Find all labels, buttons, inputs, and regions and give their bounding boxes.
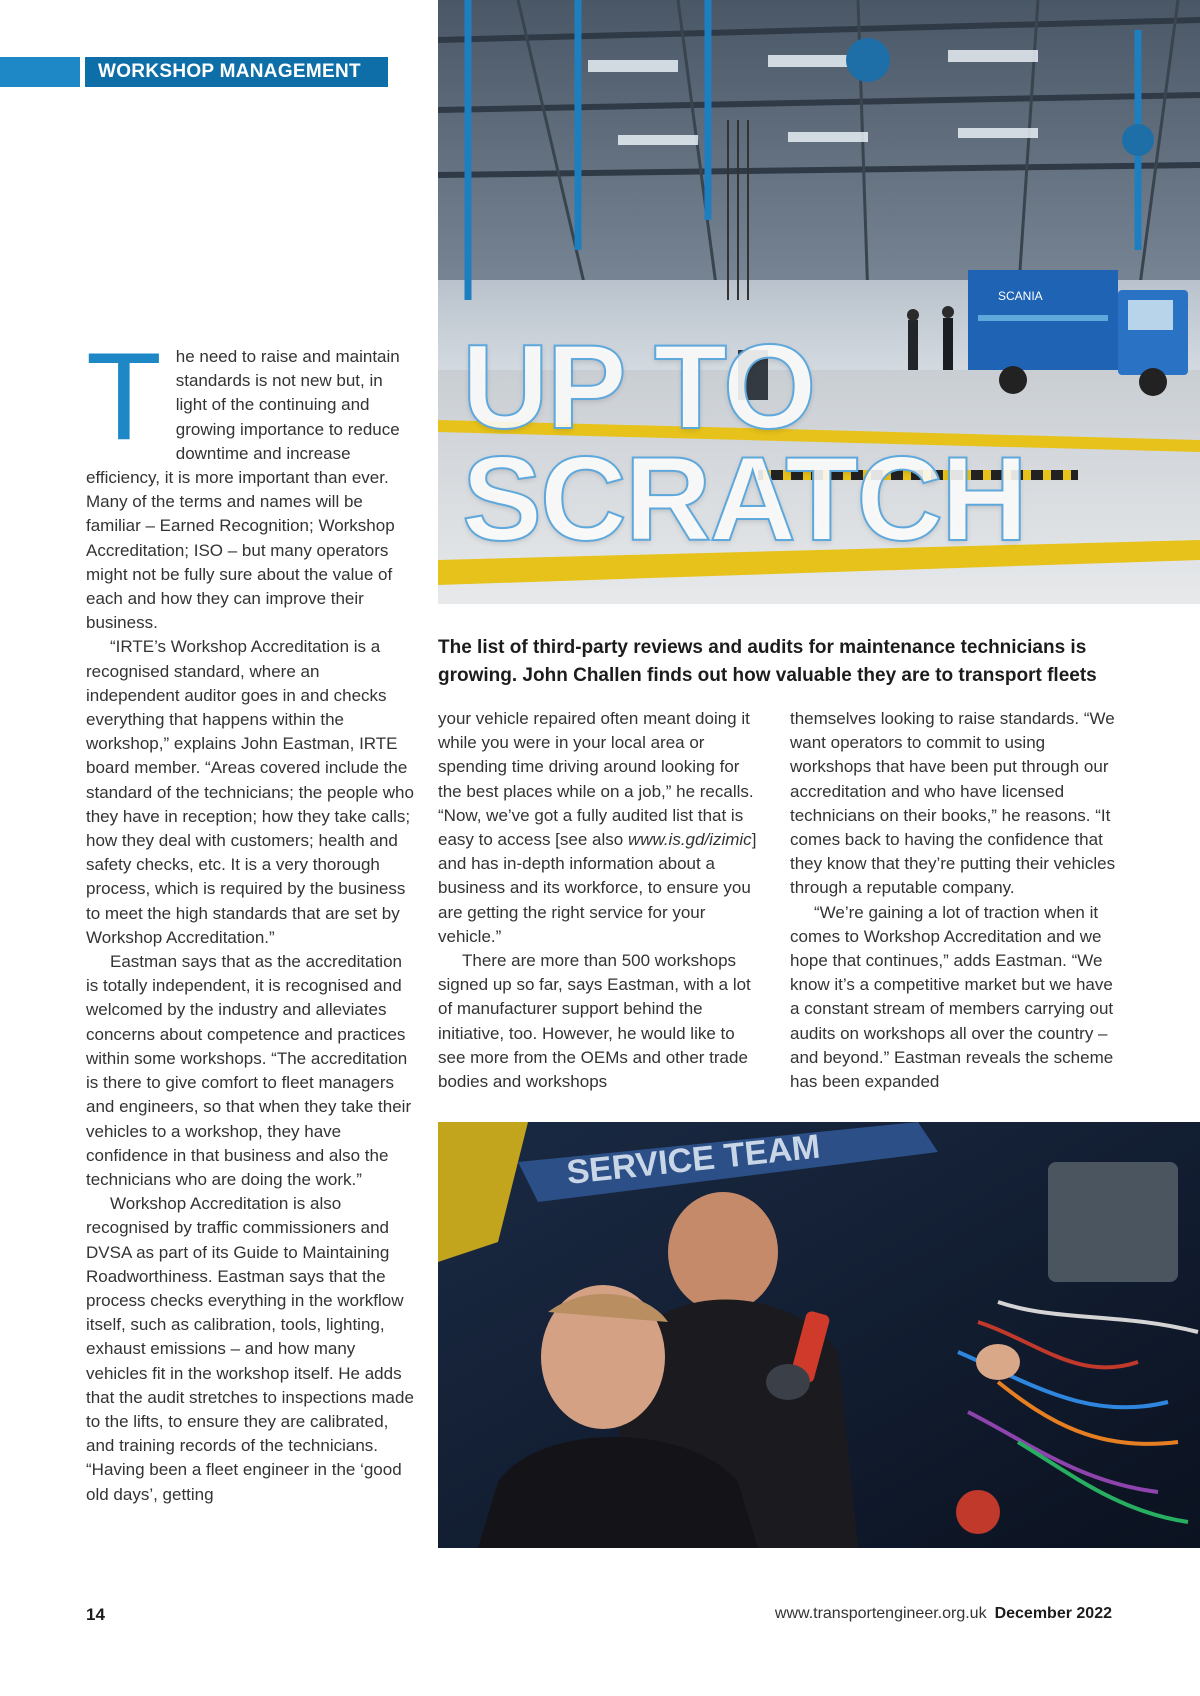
section-accent-stripe <box>0 57 80 87</box>
section-header <box>0 57 388 87</box>
body-column-3 <box>790 707 1120 1094</box>
body-column-1 <box>86 328 414 1507</box>
footer-info <box>775 1605 1112 1623</box>
paragraph: themselves looking to raise standards. “We want operators to commit to using workshops that have been put through our accreditation and who have licensed technicians on their books,” he reasons. “It comes back to having the confidence that they know that they’re putting their vehicles through a reputable company. <box>790 709 1116 898</box>
service-banner-text: SERVICE TEAM <box>564 1127 822 1192</box>
paragraph: “IRTE’s Workshop Accreditation is a recognised standard, where an independent auditor goes in and checks everything that happens within the workshop,” explains John Eastman, IRTE board member. “Areas covered include the standard of the technicians; the people who they have in reception; how they take calls; how they deal with customers; health and safety checks, etc. It is a very thorough process, which is required by the business to meet the high standards that are set by Workshop Accreditation.” <box>86 637 414 947</box>
paragraph: Eastman says that as the accreditation is totally independent, it is recognised and welcomed by the industry and alleviates concerns about competence and practices within some workshops. “The accreditation is there to give comfort to fleet managers and engineers, so that when they take their vehicles to a workshop, they have confidence in that business and also the technicians who are doing the work.” <box>86 952 412 1189</box>
paragraph: “We’re gaining a lot of traction when it comes to Workshop Accreditation and we hope that continues,” adds Eastman. “We know it’s a competitive market but we have a constant stream of members carrying out audits on workshops all over the country – and beyond.” Eastman reveals the scheme has been expanded <box>790 902 1114 1092</box>
technicians-photo <box>438 1122 1200 1548</box>
issue-date: December 2022 <box>994 1605 1112 1622</box>
paragraph: Workshop Accreditation is also recognised by traffic commissioners and DVSA as part of its Guide to Maintaining Roadworthiness. Eastman says that the process checks everything in the workflow itself, such as calibration, tools, lighting, exhaust emissions – and how many vehicles fit in the workshop itself. He adds that the audit stretches to inspections made to the lifts, to ensure they are calibrated, and training records of the technicians. “Having been a fleet engineer in the ‘good old days’, getting <box>86 1194 414 1504</box>
article-deck: The list of third-party reviews and audits for maintenance technicians is growing. John Challen finds out how valuable they are to transport fleets <box>438 637 1097 686</box>
body-column-2 <box>438 707 764 1094</box>
paragraph: your vehicle repaired often meant doing it while you were in your local area or spending time driving around looking for the best places while on a job,” he recalls. “Now, we’ve got a fully audited list that is easy to access [see also www.is.gd/izimic] and has in-depth information about a business and its workforce, to ensure you are getting the right service for your vehicle.” <box>438 709 757 946</box>
article-link[interactable]: www.is.gd/izimic <box>627 830 752 850</box>
drop-cap: T <box>86 328 162 466</box>
headline <box>462 320 1182 566</box>
paragraph: There are more than 500 workshops signed up so far, says Eastman, with a lot of manufacturer support behind the initiative, too. However, he would like to see more from the OEMs and other trade bodies and workshops <box>438 951 751 1092</box>
headline-line-2: SCRATCH <box>462 432 1026 566</box>
page-number: 14 <box>86 1605 105 1624</box>
paragraph: he need to raise and maintain standards is not new but, in light of the continuing and growing importance to reduce downtime and increase efficiency, it is more important than ever. Many of the terms and names will be familiar – Earned Recognition; Workshop Accreditation; ISO – but many operators might not be fully sure about the value of each and how they can improve their business. <box>86 347 400 633</box>
footer-url[interactable]: www.transportengineer.org.uk <box>774 1605 987 1622</box>
section-label: WORKSHOP MANAGEMENT <box>85 57 388 87</box>
headline-line-1: UP TO <box>462 320 815 454</box>
truck-logo-text: SCANIA <box>998 289 1043 303</box>
